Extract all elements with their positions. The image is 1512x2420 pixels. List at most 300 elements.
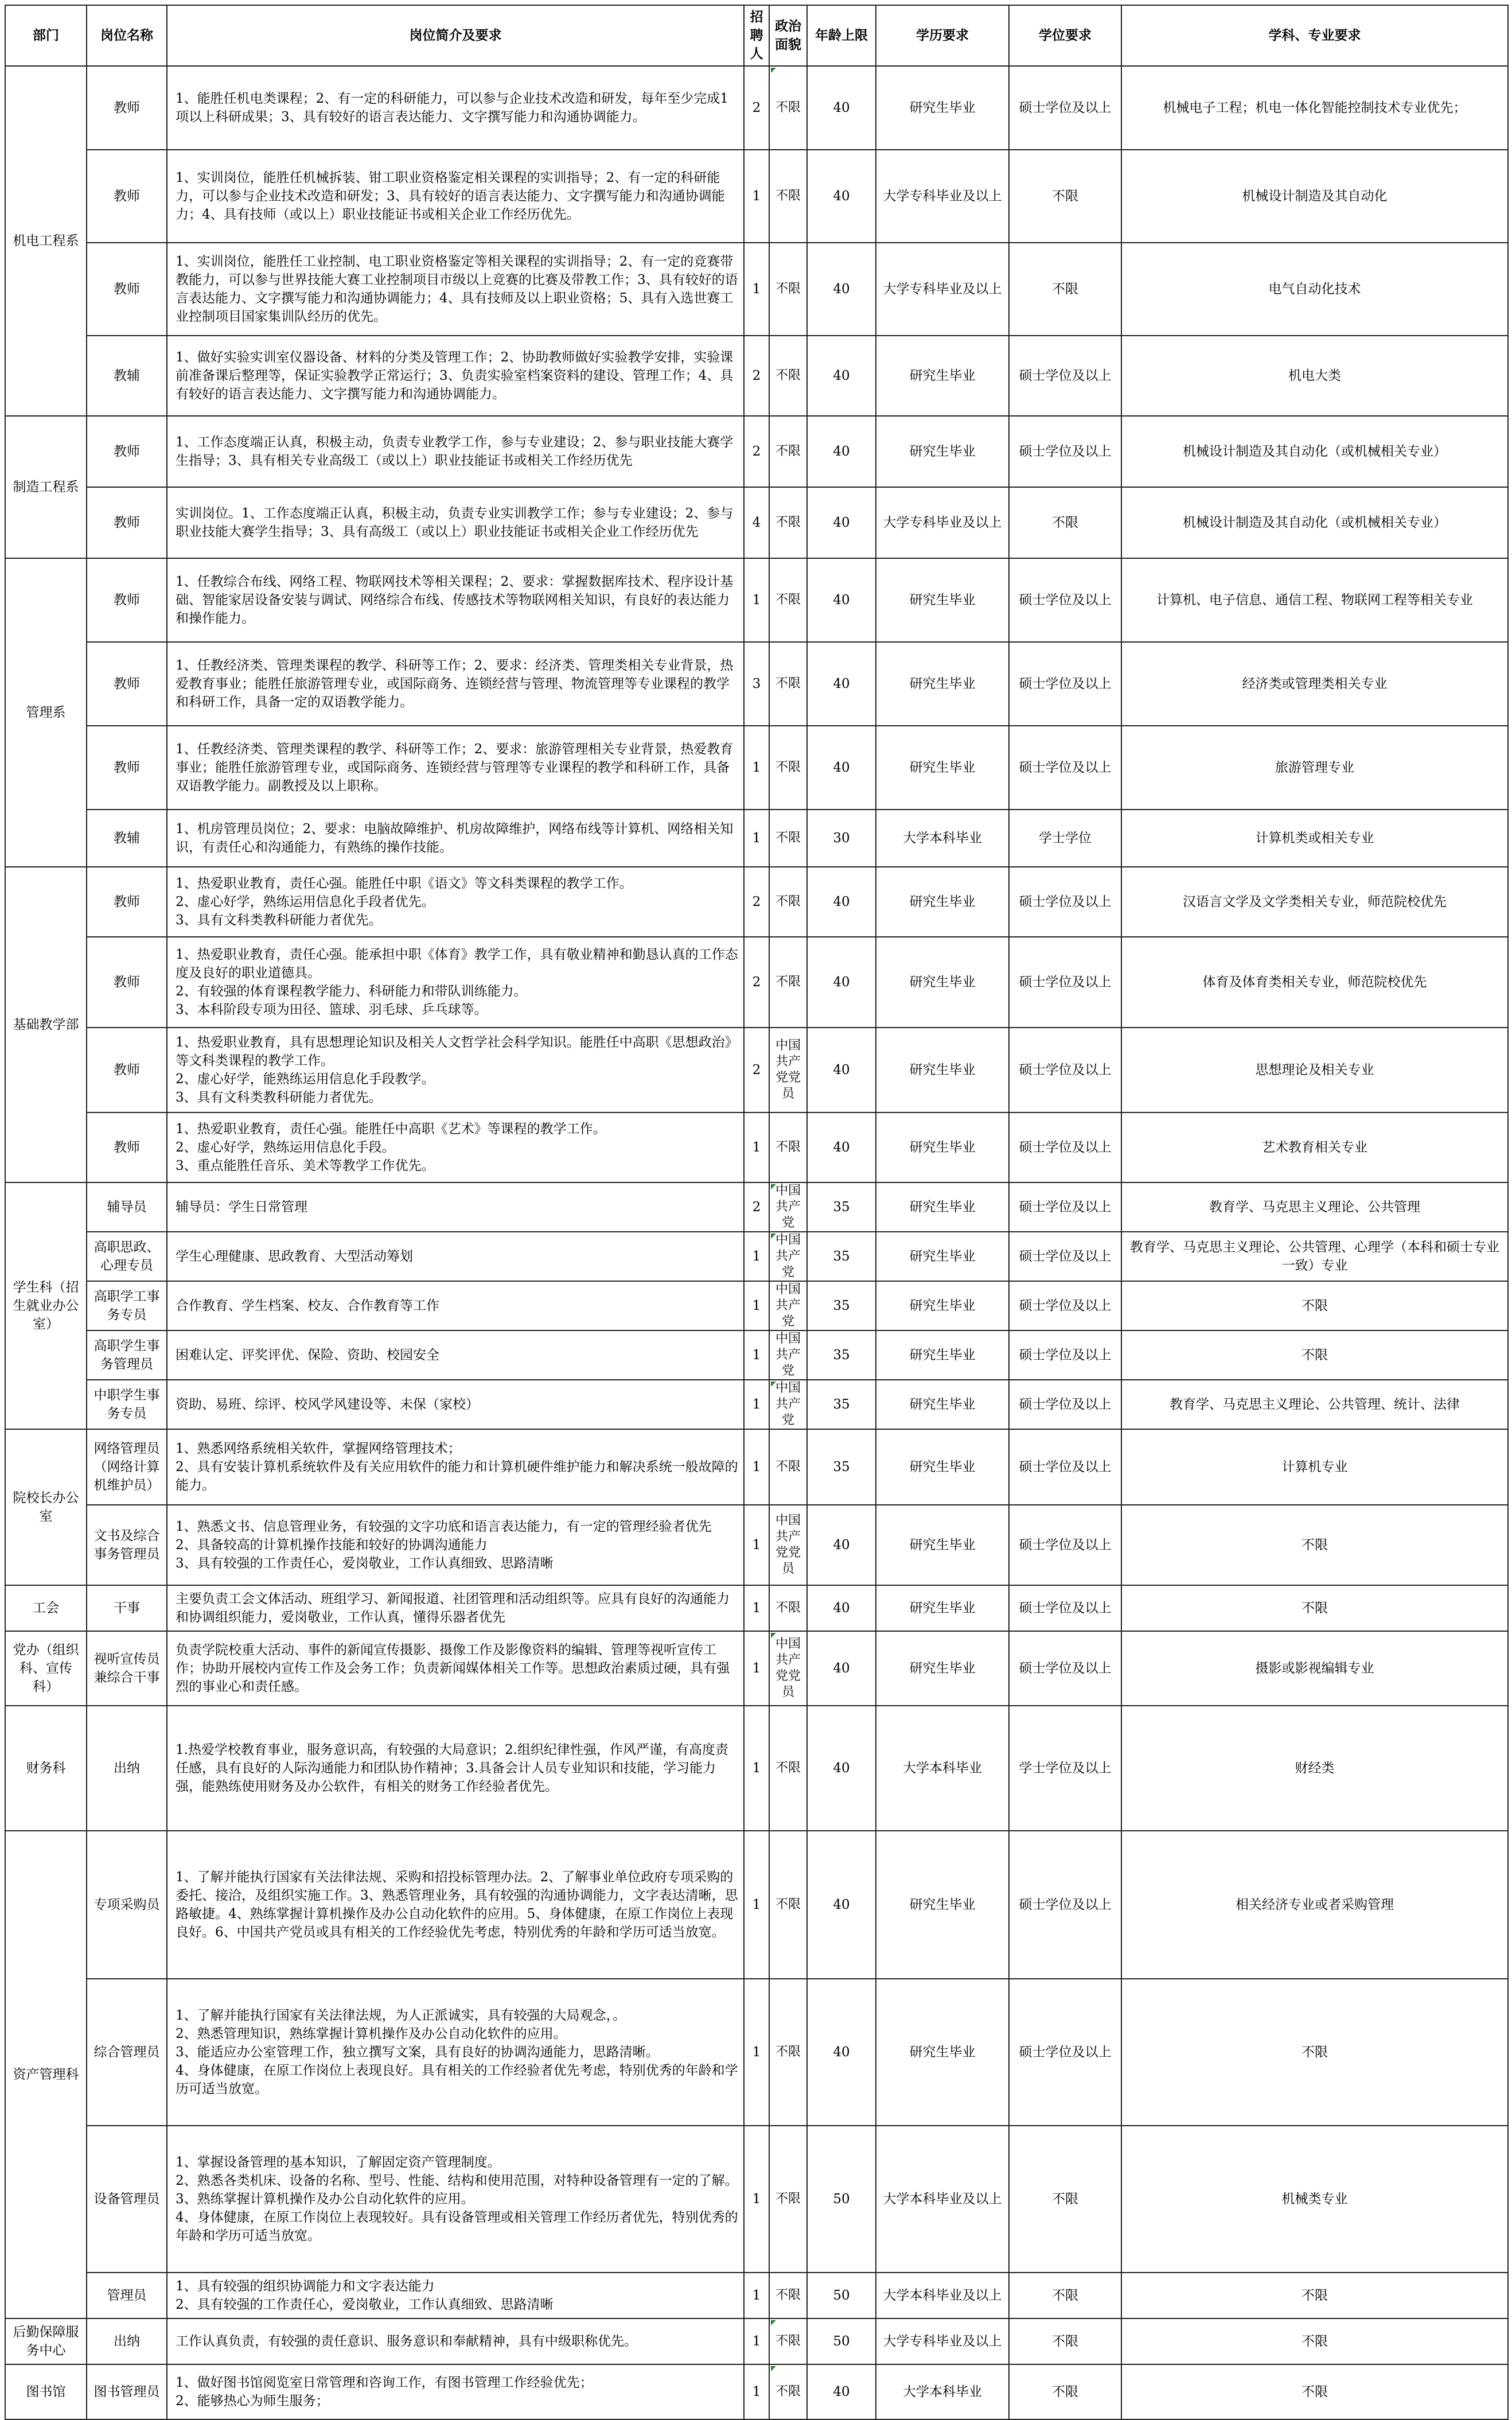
description-cell: 1、实训岗位，能胜任机械拆装、钳工职业资格鉴定相关课程的实训指导；2、有一定的科研能力，可以参与企业技术改造和研发；3、具有较好的语言表达能力、文字撰写能力和沟通协调能力；4、具有技师（或以上）职业技能证书或相关企业工作经历优先。 (167, 150, 744, 243)
count-cell: 1 (744, 1281, 769, 1330)
description-cell: 1、任教经济类、管理类课程的教学、科研等工作；2、要求：旅游管理相关专业背景，热爱教育事业；能胜任旅游管理专业，或国际商务、连锁经营与管理等专业课程的教学和科研工作，具备双语教学能力。副教授及以上职称。 (167, 726, 744, 810)
degree-cell: 不限 (1009, 243, 1121, 336)
degree-cell: 硕士学位及以上 (1009, 937, 1121, 1028)
header-description: 岗位简介及要求 (167, 5, 744, 66)
position-cell: 教师 (87, 726, 167, 810)
description-cell: 1、做好实验实训室仪器设备、材料的分类及管理工作；2、协助教师做好实验教学安排，实验课前准备课后整理等，保证实验教学正常运行；3、负责实验室档案资料的建设、管理工作；4、具有较好的语言表达能力、文字撰写能力和沟通协调能力。 (167, 336, 744, 416)
position-cell: 辅导员 (87, 1182, 167, 1232)
description-cell: 1、工作态度端正认真，积极主动，负责专业教学工作，参与专业建设；2、参与职业技能大赛学生指导；3、具有相关专业高级工（或以上）职业技能证书或相关工作经历优先 (167, 416, 744, 487)
table-row (5, 1330, 1508, 1380)
dept-cell: 基础教学部 (5, 867, 87, 1182)
description-cell: 1、能胜任机电类课程；2、有一定的科研能力，可以参与企业技术改造和研发，每年至少完成1项以上科研成果；3、具有较好的语言表达能力、文字撰写能力和沟通协调能力。 (167, 66, 744, 150)
count-cell: 1 (744, 2273, 769, 2318)
description-cell: 合作教育、学生档案、校友、合作教育等工作 (167, 1281, 744, 1330)
political-cell: 不限 (769, 336, 807, 416)
education-cell: 研究生毕业 (876, 336, 1009, 416)
position-cell: 出纳 (87, 1706, 167, 1831)
table-row (5, 2318, 1508, 2364)
count-cell: 1 (744, 1979, 769, 2126)
age-cell: 40 (807, 1028, 876, 1112)
age-cell: 35 (807, 1380, 876, 1429)
table-row (5, 1380, 1508, 1429)
cell-comment-marker (771, 1633, 776, 1638)
table-row (5, 867, 1508, 937)
education-cell: 大学专科毕业及以上 (876, 2318, 1009, 2364)
age-cell: 40 (807, 1979, 876, 2126)
table-row (5, 726, 1508, 810)
count-cell: 4 (744, 487, 769, 558)
education-cell: 大学专科毕业及以上 (876, 487, 1009, 558)
dept-cell: 管理系 (5, 558, 87, 867)
major-cell: 电气自动化技术 (1121, 243, 1508, 336)
degree-cell: 硕士学位及以上 (1009, 1182, 1121, 1232)
count-cell: 2 (744, 867, 769, 937)
cell-comment-marker (771, 2366, 776, 2371)
degree-cell: 不限 (1009, 2364, 1121, 2419)
degree-cell: 学士学位 (1009, 810, 1121, 867)
major-cell: 财经类 (1121, 1706, 1508, 1831)
education-cell: 研究生毕业 (876, 867, 1009, 937)
count-cell: 1 (744, 1330, 769, 1380)
position-cell: 教师 (87, 558, 167, 642)
political-cell: 不限 (769, 1585, 807, 1631)
description-cell: 辅导员：学生日常管理 (167, 1182, 744, 1232)
major-cell: 摄影或影视编辑专业 (1121, 1631, 1508, 1706)
position-cell: 高职学生事务管理员 (87, 1330, 167, 1380)
description-cell: 1、机房管理员岗位；2、要求：电脑故障维护、机房故障维护，网络布线等计算机、网络相关知识，有责任心和沟通能力，有熟练的操作技能。 (167, 810, 744, 867)
major-cell: 机械电子工程；机电一体化智能控制技术专业优先； (1121, 66, 1508, 150)
degree-cell: 硕士学位及以上 (1009, 1429, 1121, 1505)
major-cell: 不限 (1121, 2364, 1508, 2419)
major-cell: 计算机类或相关专业 (1121, 810, 1508, 867)
political-cell: 中国共产党 (769, 1281, 807, 1330)
dept-cell: 财务科 (5, 1706, 87, 1831)
major-cell: 机械设计制造及其自动化（或机械相关专业） (1121, 416, 1508, 487)
count-cell: 2 (744, 416, 769, 487)
political-cell: 中国共产党 (769, 1182, 807, 1232)
count-cell: 2 (744, 1028, 769, 1112)
education-cell: 大学本科毕业 (876, 810, 1009, 867)
political-cell: 不限 (769, 1429, 807, 1505)
age-cell: 35 (807, 1232, 876, 1281)
education-cell: 研究生毕业 (876, 416, 1009, 487)
table-row (5, 1831, 1508, 1979)
table-body (5, 66, 1508, 2419)
major-cell: 汉语言文学及文学类相关专业，师范院校优先 (1121, 867, 1508, 937)
header-degree: 学位要求 (1009, 5, 1121, 66)
header-political: 政治面貌 (769, 5, 807, 66)
degree-cell: 硕士学位及以上 (1009, 1631, 1121, 1706)
age-cell: 50 (807, 2318, 876, 2364)
major-cell: 不限 (1121, 1330, 1508, 1380)
political-cell: 中国共产党 (769, 1330, 807, 1380)
table-row (5, 1631, 1508, 1706)
political-cell: 不限 (769, 2318, 807, 2364)
count-cell: 1 (744, 1232, 769, 1281)
age-cell: 40 (807, 558, 876, 642)
description-cell: 主要负责工会文体活动、班组学习、新闻报道、社团管理和活动组织等。应具有良好的沟通能力和协调组织能力，爱岗敬业，工作认真，懂得乐器者优先 (167, 1585, 744, 1631)
description-cell: 1、任教综合布线、网络工程、物联网技术等相关课程；2、要求：掌握数据库技术、程序设计基础、智能家居设备安装与调试、网络综合布线、传感技术等物联网相关知识，有良好的表达能力和操作能力。 (167, 558, 744, 642)
major-cell: 计算机专业 (1121, 1429, 1508, 1505)
degree-cell: 硕士学位及以上 (1009, 1979, 1121, 2126)
major-cell: 不限 (1121, 1505, 1508, 1585)
table-row (5, 558, 1508, 642)
political-cell: 不限 (769, 1831, 807, 1979)
education-cell: 大学专科毕业及以上 (876, 243, 1009, 336)
major-cell: 不限 (1121, 2273, 1508, 2318)
education-cell: 研究生毕业 (876, 1585, 1009, 1631)
header-age: 年龄上限 (807, 5, 876, 66)
education-cell: 研究生毕业 (876, 1112, 1009, 1182)
position-cell: 教辅 (87, 336, 167, 416)
major-cell: 教育学、马克思主义理论、公共管理、心理学（本科和硕士专业一致）专业 (1121, 1232, 1508, 1281)
degree-cell: 不限 (1009, 2126, 1121, 2273)
degree-cell: 硕士学位及以上 (1009, 1232, 1121, 1281)
education-cell: 研究生毕业 (876, 1281, 1009, 1330)
political-cell: 不限 (769, 810, 807, 867)
count-cell: 2 (744, 66, 769, 150)
age-cell: 50 (807, 2273, 876, 2318)
age-cell: 30 (807, 810, 876, 867)
age-cell: 40 (807, 2364, 876, 2419)
description-cell: 1、热爱职业教育，责任心强。能承担中职《体育》教学工作，具有敬业精神和勤恳认真的工作态度及良好的职业道德具。 2、有较强的体育课程教学能力、科研能力和带队训练能力。 3、本科阶段专项为田径、篮球、羽毛球、乒乓球等。 (167, 937, 744, 1028)
political-cell: 不限 (769, 2273, 807, 2318)
political-cell: 不限 (769, 726, 807, 810)
education-cell: 研究生毕业 (876, 1979, 1009, 2126)
political-cell: 不限 (769, 243, 807, 336)
position-cell: 教师 (87, 642, 167, 726)
age-cell: 40 (807, 336, 876, 416)
table-row (5, 336, 1508, 416)
age-cell: 40 (807, 1706, 876, 1831)
political-cell: 不限 (769, 1112, 807, 1182)
dept-cell: 制造工程系 (5, 416, 87, 558)
position-cell: 高职思政、心理专员 (87, 1232, 167, 1281)
dept-cell: 工会 (5, 1585, 87, 1631)
major-cell: 不限 (1121, 1585, 1508, 1631)
position-cell: 视听宣传员兼综合干事 (87, 1631, 167, 1706)
degree-cell: 硕士学位及以上 (1009, 1028, 1121, 1112)
education-cell: 研究生毕业 (876, 1505, 1009, 1585)
degree-cell: 硕士学位及以上 (1009, 1585, 1121, 1631)
age-cell: 40 (807, 1631, 876, 1706)
description-cell: 1、热爱职业教育，责任心强。能胜任中高职《艺术》等课程的教学工作。 2、虚心好学，熟练运用信息化手段。 3、重点能胜任音乐、美术等教学工作优先。 (167, 1112, 744, 1182)
age-cell: 40 (807, 867, 876, 937)
political-cell: 不限 (769, 416, 807, 487)
table-row (5, 2126, 1508, 2273)
table-row (5, 1585, 1508, 1631)
education-cell: 研究生毕业 (876, 1380, 1009, 1429)
position-cell: 网络管理员（网络计算机维护员） (87, 1429, 167, 1505)
table-row (5, 1706, 1508, 1831)
description-cell: 1、了解并能执行国家有关法律法规，为人正派诚实，具有较强的大局观念，。 2、熟悉管理知识，熟练掌握计算机操作及办公自动化软件的应用。 3、能适应办公室管理工作，独立撰写文案，具有良好的协调沟通能力，思路清晰。 4、身体健康，在原工作岗位上表现良好。具有相关的工作经验者优先考虑，特别优秀的年龄和学历可适当放宽。 (167, 1979, 744, 2126)
education-cell: 研究生毕业 (876, 66, 1009, 150)
degree-cell: 硕士学位及以上 (1009, 867, 1121, 937)
political-cell: 中国共产党 (769, 1380, 807, 1429)
major-cell: 经济类或管理类相关专业 (1121, 642, 1508, 726)
degree-cell: 硕士学位及以上 (1009, 1281, 1121, 1330)
description-cell: 1、熟悉文书、信息管理业务，有较强的文字功底和语言表达能力，有一定的管理经验者优先 2、具备较高的计算机操作技能和较好的协调沟通能力 3、具有较强的工作责任心，爱岗敬业，工作认真细致、思路清晰 (167, 1505, 744, 1585)
degree-cell: 学士学位及以上 (1009, 1706, 1121, 1831)
age-cell: 40 (807, 1585, 876, 1631)
count-cell: 1 (744, 1505, 769, 1585)
dept-cell: 机电工程系 (5, 66, 87, 416)
degree-cell: 硕士学位及以上 (1009, 1505, 1121, 1585)
degree-cell: 硕士学位及以上 (1009, 558, 1121, 642)
table-row (5, 416, 1508, 487)
position-cell: 教师 (87, 243, 167, 336)
major-cell: 旅游管理专业 (1121, 726, 1508, 810)
position-cell: 教师 (87, 416, 167, 487)
position-cell: 教辅 (87, 810, 167, 867)
header-dept: 部门 (5, 5, 87, 66)
political-cell: 不限 (769, 642, 807, 726)
education-cell: 研究生毕业 (876, 1429, 1009, 1505)
count-cell: 1 (744, 726, 769, 810)
age-cell: 40 (807, 243, 876, 336)
major-cell: 不限 (1121, 1979, 1508, 2126)
table-row (5, 810, 1508, 867)
description-cell: 1、做好图书馆阅览室日常管理和咨询工作，有图书管理工作经验优先； 2、能够热心为师生服务； (167, 2364, 744, 2419)
table-row (5, 1232, 1508, 1281)
degree-cell: 不限 (1009, 2318, 1121, 2364)
dept-cell: 资产管理科 (5, 1831, 87, 2318)
position-cell: 设备管理员 (87, 2126, 167, 2273)
description-cell: 工作认真负责，有较强的责任意识、服务意识和奉献精神，具有中级职称优先。 (167, 2318, 744, 2364)
description-cell: 实训岗位。1、工作态度端正认真，积极主动，负责专业实训教学工作；参与专业建设；2、参与职业技能大赛学生指导；3、具有高级工（或以上）职业技能证书或相关企业工作经历优先 (167, 487, 744, 558)
count-cell: 1 (744, 1112, 769, 1182)
count-cell: 1 (744, 1631, 769, 1706)
political-cell: 不限 (769, 1706, 807, 1831)
education-cell: 研究生毕业 (876, 1831, 1009, 1979)
header-count: 招聘人 (744, 5, 769, 66)
political-cell: 不限 (769, 2364, 807, 2419)
education-cell: 研究生毕业 (876, 1631, 1009, 1706)
description-cell: 1、任教经济类、管理类课程的教学、科研等工作；2、要求：经济类、管理类相关专业背景，热爱教育事业；能胜任旅游管理专业，或国际商务、连锁经营与管理、物流管理等专业课程的教学和科研工作，具备一定的双语教学能力。 (167, 642, 744, 726)
age-cell: 50 (807, 2126, 876, 2273)
education-cell: 大学本科毕业 (876, 2364, 1009, 2419)
political-cell: 不限 (769, 150, 807, 243)
position-cell: 教师 (87, 1112, 167, 1182)
education-cell: 研究生毕业 (876, 1330, 1009, 1380)
age-cell: 40 (807, 1831, 876, 1979)
age-cell: 40 (807, 642, 876, 726)
age-cell: 40 (807, 726, 876, 810)
education-cell: 大学本科毕业 (876, 1706, 1009, 1831)
cell-comment-marker (771, 68, 776, 73)
position-cell: 专项采购员 (87, 1831, 167, 1979)
count-cell: 1 (744, 810, 769, 867)
age-cell: 40 (807, 416, 876, 487)
political-cell: 不限 (769, 867, 807, 937)
description-cell: 学生心理健康、思政教育、大型活动筹划 (167, 1232, 744, 1281)
table-row (5, 937, 1508, 1028)
political-cell: 中国共产党党员 (769, 1028, 807, 1112)
degree-cell: 硕士学位及以上 (1009, 1831, 1121, 1979)
major-cell: 体育及体育类相关专业，师范院校优先 (1121, 937, 1508, 1028)
education-cell: 大学本科毕业及以上 (876, 2273, 1009, 2318)
education-cell: 大学本科毕业及以上 (876, 2126, 1009, 2273)
political-cell: 不限 (769, 487, 807, 558)
table-row (5, 1028, 1508, 1112)
count-cell: 1 (744, 2318, 769, 2364)
dept-cell: 院校长办公室 (5, 1429, 87, 1585)
degree-cell: 硕士学位及以上 (1009, 1380, 1121, 1429)
position-cell: 中职学生事务专员 (87, 1380, 167, 1429)
table-row (5, 642, 1508, 726)
description-cell: 1、热爱职业教育，责任心强。能胜任中职《语文》等文科类课程的教学工作。 2、虚心好学，熟练运用信息化手段者优先。 3、具有文科类教科研能力者优先。 (167, 867, 744, 937)
education-cell: 研究生毕业 (876, 1028, 1009, 1112)
major-cell: 计算机、电子信息、通信工程、物联网工程等相关专业 (1121, 558, 1508, 642)
major-cell: 不限 (1121, 1281, 1508, 1330)
age-cell: 35 (807, 1330, 876, 1380)
position-cell: 高职学工事务专员 (87, 1281, 167, 1330)
education-cell: 研究生毕业 (876, 1182, 1009, 1232)
major-cell: 艺术教育相关专业 (1121, 1112, 1508, 1182)
political-cell: 中国共产党 (769, 1232, 807, 1281)
position-cell: 文书及综合事务管理员 (87, 1505, 167, 1585)
political-cell: 不限 (769, 937, 807, 1028)
position-cell: 教师 (87, 150, 167, 243)
major-cell: 教育学、马克思主义理论、公共管理 (1121, 1182, 1508, 1232)
position-cell: 教师 (87, 66, 167, 150)
position-cell: 教师 (87, 1028, 167, 1112)
count-cell: 1 (744, 2364, 769, 2419)
position-cell: 教师 (87, 867, 167, 937)
count-cell: 2 (744, 937, 769, 1028)
count-cell: 1 (744, 1706, 769, 1831)
table-row (5, 2273, 1508, 2318)
count-cell: 3 (744, 642, 769, 726)
education-cell: 研究生毕业 (876, 726, 1009, 810)
cell-comment-marker (771, 2320, 776, 2325)
header-major: 学科、专业要求 (1121, 5, 1508, 66)
degree-cell: 硕士学位及以上 (1009, 1112, 1121, 1182)
table-row (5, 1112, 1508, 1182)
age-cell: 40 (807, 1112, 876, 1182)
description-cell: 资助、易班、综评、校风学风建设等、未保（家校） (167, 1380, 744, 1429)
table-row (5, 1182, 1508, 1232)
political-cell: 不限 (769, 2126, 807, 2273)
age-cell: 40 (807, 1505, 876, 1585)
position-cell: 图书管理员 (87, 2364, 167, 2419)
table-row (5, 150, 1508, 243)
cell-comment-marker (771, 1382, 776, 1387)
count-cell: 1 (744, 558, 769, 642)
age-cell: 35 (807, 1182, 876, 1232)
age-cell: 35 (807, 1281, 876, 1330)
table-row (5, 1281, 1508, 1330)
count-cell: 2 (744, 336, 769, 416)
major-cell: 机械设计制造及其自动化（或机械相关专业） (1121, 487, 1508, 558)
dept-cell: 后勤保障服务中心 (5, 2318, 87, 2364)
header-position: 岗位名称 (87, 5, 167, 66)
education-cell: 大学专科毕业及以上 (876, 150, 1009, 243)
major-cell: 机械设计制造及其自动化 (1121, 150, 1508, 243)
position-cell: 教师 (87, 487, 167, 558)
count-cell: 1 (744, 1380, 769, 1429)
position-cell: 综合管理员 (87, 1979, 167, 2126)
position-cell: 管理员 (87, 2273, 167, 2318)
age-cell: 40 (807, 66, 876, 150)
description-cell: 1、具有较强的组织协调能力和文字表达能力 2、具有较强的工作责任心，爱岗敬业，工作认真细致、思路清晰 (167, 2273, 744, 2318)
degree-cell: 硕士学位及以上 (1009, 726, 1121, 810)
political-cell: 中国共产党党员 (769, 1631, 807, 1706)
age-cell: 40 (807, 937, 876, 1028)
major-cell: 机电大类 (1121, 336, 1508, 416)
table-row (5, 1979, 1508, 2126)
table-row (5, 1505, 1508, 1585)
degree-cell: 不限 (1009, 150, 1121, 243)
education-cell: 研究生毕业 (876, 937, 1009, 1028)
degree-cell: 不限 (1009, 487, 1121, 558)
header-education: 学历要求 (876, 5, 1009, 66)
description-cell: 1、实训岗位，能胜任工业控制、电工职业资格鉴定等相关课程的实训指导；2、有一定的竞赛带教能力，可以参与世界技能大赛工业控制项目市级以上竞赛的比赛及带教工作；3、具有较好的语言表达能力、文字撰写能力和沟通协调能力；4、具有技师及以上职业资格；5、具有入选世赛工业控制项目国家集训队经历的优先。 (167, 243, 744, 336)
table-row (5, 487, 1508, 558)
count-cell: 2 (744, 1182, 769, 1232)
description-cell: 负责学院校重大活动、事件的新闻宣传摄影、摄像工作及影像资料的编辑、管理等视听宣传工作；协助开展校内宣传工作及会务工作；负责新闻媒体相关工作等。思想政治素质过硬，具有强烈的事业心和责任感。 (167, 1631, 744, 1706)
table-row (5, 66, 1508, 150)
major-cell: 思想理论及相关专业 (1121, 1028, 1508, 1112)
political-cell: 不限 (769, 66, 807, 150)
major-cell: 相关经济专业或者采购管理 (1121, 1831, 1508, 1979)
cell-comment-marker (771, 1234, 776, 1239)
political-cell: 不限 (769, 1979, 807, 2126)
age-cell: 40 (807, 487, 876, 558)
table-row (5, 1429, 1508, 1505)
description-cell: 1、熟悉网络系统相关软件，掌握网络管理技术； 2、具有安装计算机系统软件及有关应用软件的能力和计算机硬件维护能力和解决系统一般故障的能力。 (167, 1429, 744, 1505)
education-cell: 研究生毕业 (876, 642, 1009, 726)
major-cell: 不限 (1121, 2318, 1508, 2364)
degree-cell: 硕士学位及以上 (1009, 336, 1121, 416)
description-cell: 1、掌握设备管理的基本知识，了解固定资产管理制度。 2、熟悉各类机床、设备的名称、型号、性能、结构和使用范围，对特种设备管理有一定的了解。 3、熟练掌握计算机操作及办公自动化软件的应用。 4、身体健康，在原工作岗位上表现较好。具有设备管理或相关管理工作经历者优先，特别优秀的年龄和学历可适当放宽。 (167, 2126, 744, 2273)
dept-cell: 学生科（招生就业办公室） (5, 1182, 87, 1429)
political-cell: 不限 (769, 558, 807, 642)
cell-comment-marker (771, 1184, 776, 1189)
major-cell: 教育学、马克思主义理论、公共管理、统计、法律 (1121, 1380, 1508, 1429)
education-cell: 研究生毕业 (876, 1232, 1009, 1281)
description-cell: 1、热爱职业教育，具有思想理论知识及相关人文哲学社会科学知识。能胜任中高职《思想政治》等文科类课程的教学工作。 2、虚心好学，能熟练运用信息化手段教学。 3、具有文科类教科研能力者优先。 (167, 1028, 744, 1112)
degree-cell: 硕士学位及以上 (1009, 66, 1121, 150)
degree-cell: 硕士学位及以上 (1009, 642, 1121, 726)
position-cell: 教师 (87, 937, 167, 1028)
major-cell: 机械类专业 (1121, 2126, 1508, 2273)
description-cell: 困难认定、评奖评优、保险、资助、校园安全 (167, 1330, 744, 1380)
description-cell: 1、了解并能执行国家有关法律法规、采购和招投标管理办法。2、了解事业单位政府专项采购的委托、接洽，及组织实施工作。3、熟悉管理业务，具有较强的沟通协调能力，文字表达清晰，思路敏捷。4、熟练掌握计算机操作及办公自动化软件的应用。5、身体健康，在原工作岗位上表现良好。6、中国共产党员或具有相关的工作经验优先考虑，特别优秀的年龄和学历可适当放宽。 (167, 1831, 744, 1979)
recruitment-table (5, 5, 1509, 2420)
position-cell: 干事 (87, 1585, 167, 1631)
count-cell: 1 (744, 1429, 769, 1505)
age-cell: 40 (807, 150, 876, 243)
header-row (5, 5, 1508, 66)
count-cell: 1 (744, 243, 769, 336)
dept-cell: 图书馆 (5, 2364, 87, 2419)
table-row (5, 2364, 1508, 2419)
degree-cell: 硕士学位及以上 (1009, 1330, 1121, 1380)
position-cell: 出纳 (87, 2318, 167, 2364)
age-cell: 35 (807, 1429, 876, 1505)
dept-cell: 党办（组织科、宣传科） (5, 1631, 87, 1706)
degree-cell: 不限 (1009, 2273, 1121, 2318)
count-cell: 1 (744, 1831, 769, 1979)
count-cell: 1 (744, 1585, 769, 1631)
degree-cell: 硕士学位及以上 (1009, 416, 1121, 487)
education-cell: 研究生毕业 (876, 558, 1009, 642)
political-cell: 中国共产党党员 (769, 1505, 807, 1585)
table-row (5, 243, 1508, 336)
description-cell: 1.热爱学校教育事业，服务意识高，有较强的大局意识；2.组织纪律性强，作风严谨，有高度责任感，具有良好的人际沟通能力和团队协作精神；3.具备会计人员专业知识和技能，学习能力强，能熟练使用财务及办公软件，有相关的财务工作经验者优先。 (167, 1706, 744, 1831)
count-cell: 1 (744, 2126, 769, 2273)
